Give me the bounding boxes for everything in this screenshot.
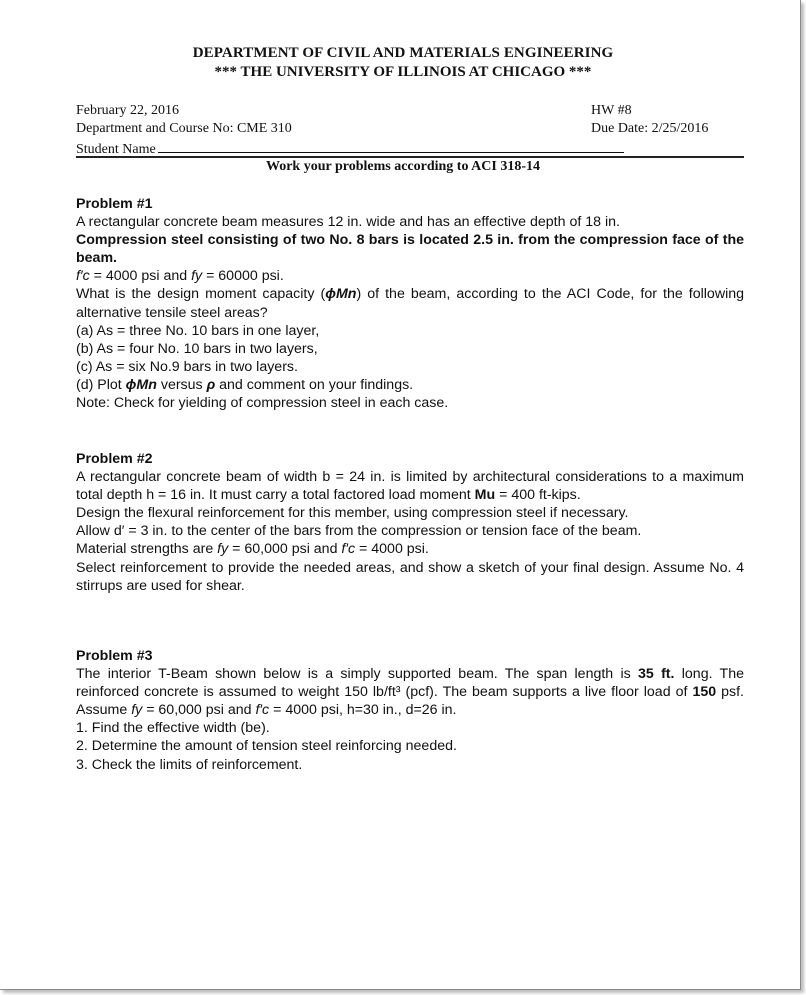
materials-text-b: = 60,000 psi and (228, 541, 342, 558)
problem-3-item-1: 1. Find the effective width (be). (76, 720, 270, 737)
problem-2-select: Select reinforcement to provide the needed areas, and show a sketch of your final design. Assume No. 4 stirrups are used for shear. (76, 559, 744, 594)
fy-symbol: fy (191, 268, 203, 285)
fc-symbol: f′c (76, 268, 90, 285)
statement-text-b: long. The reinforced concrete is assumed to weight 150 lb/ft³ (pcf). The beam supports a live floor load of (76, 666, 745, 701)
aci-instruction: Work your problems according to ACI 318-14 (265, 159, 541, 174)
item-d-post: and comment on your findings. (215, 376, 414, 393)
problem-1-note: Note: Check for yielding of compression steel in each case. (76, 395, 449, 412)
fc-symbol: f′c (255, 702, 270, 719)
problem-1 (76, 195, 744, 412)
statement-text-e: = 4000 psi, h=30 in., d=26 in. (269, 702, 457, 719)
span-length: 35 ft. (638, 666, 675, 683)
hw-number: HW #8 (591, 103, 632, 118)
problem-1-item-d (76, 376, 744, 394)
problem-1-title: Problem #1 (76, 196, 153, 212)
item-d-mid: versus (156, 376, 207, 393)
statement-text-a: A rectangular concrete beam of width b = 24 in. is limited by architectural considerations to a maximum total depth h = 16 in. It must carry a total factored load moment (76, 469, 744, 504)
problem-2-materials (76, 540, 744, 558)
problem-2-allowance: Allow d′ = 3 in. to the center of the bars from the compression or tension face of the beam. (76, 523, 642, 540)
mu-symbol: Mu (474, 487, 496, 504)
fc-value: = 4000 psi and (89, 268, 192, 285)
course-text: Department and Course No: CME 310 (76, 121, 292, 136)
meta-right-block (591, 102, 708, 138)
problem-2-title: Problem #2 (76, 451, 153, 467)
problem-2-design: Design the flexural reinforcement for this member, using compression steel if necessary. (76, 505, 629, 522)
problem-1-item-a: (a) As = three No. 10 bars in one layer, (76, 322, 320, 339)
problem-3-statement (76, 665, 744, 719)
problem-1-compression: Compression steel consisting of two No. 8 bars is located 2.5 in. from the compression face of the beam. (76, 232, 744, 267)
meta-left-block (76, 102, 624, 159)
department-heading: DEPARTMENT OF CIVIL AND MATERIALS ENGINEERING (192, 45, 614, 61)
due-date: Due Date: 2/25/2016 (591, 121, 709, 136)
header-divider (76, 156, 744, 158)
fy-symbol: fy (131, 702, 143, 719)
problem-1-question (76, 285, 744, 321)
problem-1-item-b: (b) As = four No. 10 bars in two layers, (76, 340, 318, 357)
date-text: February 22, 2016 (76, 103, 180, 118)
problem-1-item-c: (c) As = six No.9 bars in two layers. (76, 358, 298, 375)
fc-symbol: f′c (341, 541, 356, 558)
live-load: 150 (692, 684, 717, 701)
phi-mn-symbol: ϕMn (325, 286, 357, 303)
problem-3 (76, 647, 744, 774)
problem-2 (76, 450, 744, 595)
statement-text-b: = 400 ft-kips. (495, 487, 581, 504)
problem-1-materials (76, 267, 744, 285)
fy-value: = 60000 psi. (202, 268, 284, 285)
problem-2-statement (76, 468, 744, 504)
problem-3-item-3: 3. Check the limits of reinforcement. (76, 756, 303, 773)
item-d-pre: (d) Plot (76, 376, 126, 393)
student-name-line[interactable] (158, 138, 624, 153)
question-text-b: ) of the beam, according to the ACI Code, for the following alternative tensile steel areas? (76, 286, 744, 321)
fy-symbol: fy (217, 541, 229, 558)
materials-text-c: = 4000 psi. (355, 541, 429, 558)
item-d-phi-mn: ϕMn (125, 376, 157, 393)
problem-1-intro: A rectangular concrete beam measures 12 in. wide and has an effective depth of 18 in. (76, 214, 620, 231)
problem-3-item-2: 2. Determine the amount of tension steel reinforcing needed. (76, 738, 457, 755)
statement-text-d: = 60,000 psi and (142, 702, 256, 719)
student-name-label: Student Name (76, 142, 156, 157)
problem-3-title: Problem #3 (76, 648, 153, 664)
statement-text-a: The interior T-Beam shown below is a simply supported beam. The span length is (76, 666, 639, 683)
statement-text-c: psf. Assume (76, 684, 745, 719)
materials-text-a: Material strengths are (76, 541, 218, 558)
item-d-rho: ρ (206, 376, 216, 393)
question-text-a: What is the design moment capacity ( (76, 286, 326, 303)
university-heading: *** THE UNIVERSITY OF ILLINOIS AT CHICAGO *** (214, 64, 592, 80)
